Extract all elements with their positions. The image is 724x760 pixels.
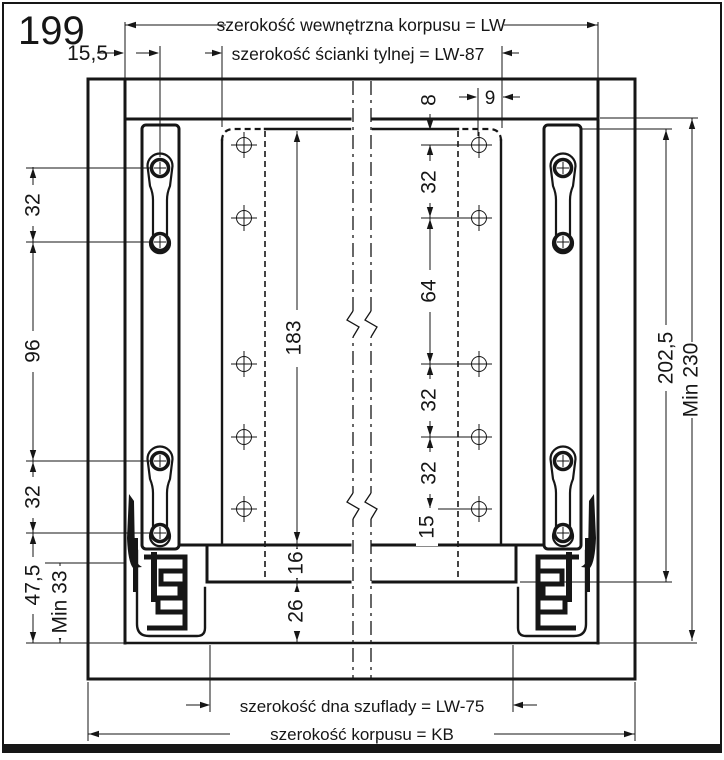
dim-label-left-32b: 32 <box>21 485 45 509</box>
bracket-outline <box>137 551 205 636</box>
dim-label-26: 26 <box>284 599 308 623</box>
dim-label-47-5: 47,5 <box>21 564 45 606</box>
dim-label-183: 183 <box>282 320 306 356</box>
dim-label-left-32a: 32 <box>21 193 45 217</box>
dim-label-right-32b: 32 <box>417 388 441 412</box>
dim-label-lw87: szerokość ścianki tylnej = LW-87 <box>231 44 485 64</box>
left-half-assembly <box>88 79 350 679</box>
page-number: 199 <box>18 9 85 53</box>
dim-label-15-5: 15,5 <box>67 42 108 65</box>
dim-label-right-64: 64 <box>417 279 441 303</box>
dim-label-202-5: 202,5 <box>654 331 678 385</box>
dim-label-left-96: 96 <box>21 339 45 363</box>
dim-label-16: 16 <box>284 551 308 575</box>
page-border-bottom-bar <box>2 744 722 753</box>
dim-label-min-230: Min 230 <box>679 342 703 418</box>
page-border <box>3 3 721 751</box>
bracket-fold-inner <box>158 571 186 612</box>
center-break-lines <box>344 81 380 679</box>
dimension-lines <box>33 25 692 734</box>
dim-label-lw75: szerokość dna szuflady = LW-75 <box>239 697 485 716</box>
dim-label-8: 8 <box>417 94 441 106</box>
dim-label-min-33: Min 33 <box>48 570 72 634</box>
dim-label-right-32a: 32 <box>417 170 441 194</box>
dim-label-right-15: 15 <box>415 515 439 539</box>
dim-label-lw: szerokość wewnętrzna korpusu = LW <box>216 15 506 35</box>
panel-hole-marks <box>231 132 257 522</box>
right-half-assembly <box>373 79 635 679</box>
dim-label-right-32c: 32 <box>417 461 441 485</box>
dim-label-9: 9 <box>484 88 496 109</box>
dim-label-kb: szerokość korpusu = KB <box>270 725 454 744</box>
